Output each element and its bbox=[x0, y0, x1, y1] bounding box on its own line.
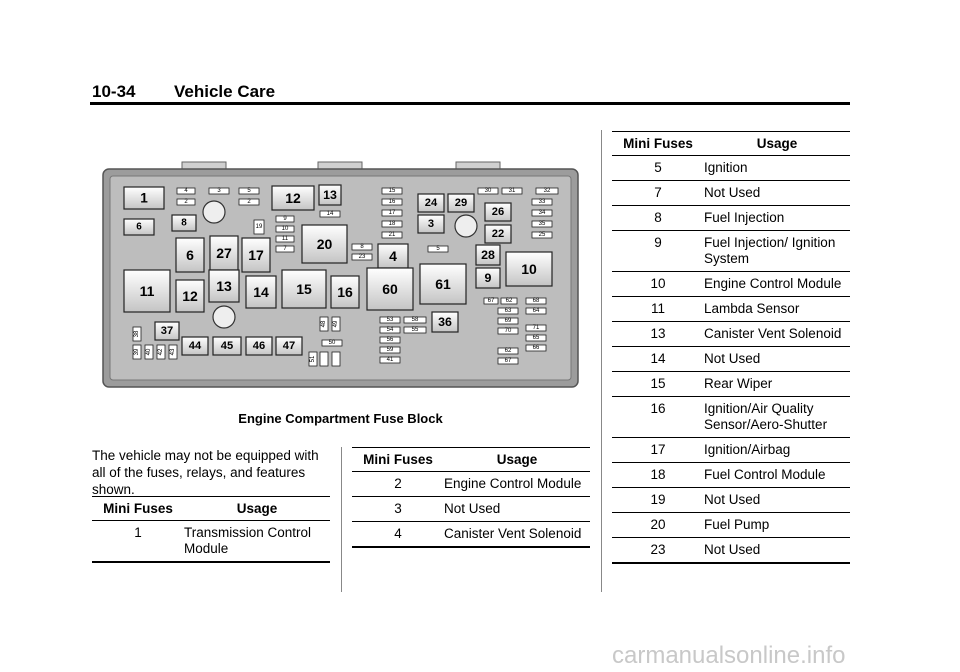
mini-fuse bbox=[532, 232, 552, 238]
page-number: 10-34 bbox=[92, 82, 136, 101]
table-row bbox=[612, 347, 850, 372]
fuse-number: 15 bbox=[650, 376, 666, 391]
fuse-number: 7 bbox=[654, 185, 662, 200]
fuse-label: 23 bbox=[358, 254, 366, 260]
fuse-label: 70 bbox=[504, 328, 512, 334]
fuse-label: 41 bbox=[386, 357, 394, 363]
mini-fuse bbox=[382, 221, 402, 227]
fuse-label: 58 bbox=[411, 317, 419, 323]
relay bbox=[319, 185, 341, 205]
fuse-label: 4 bbox=[184, 188, 188, 194]
fuse-label: 15 bbox=[296, 281, 312, 297]
fuse-label: 53 bbox=[386, 317, 394, 323]
fuse-label: 55 bbox=[411, 327, 419, 333]
fuse-label: 1 bbox=[140, 190, 148, 206]
fuse-label: 56 bbox=[386, 337, 394, 343]
mini-fuse bbox=[382, 232, 402, 238]
relay bbox=[176, 238, 204, 272]
table-row bbox=[612, 438, 850, 463]
mini-fuse bbox=[380, 317, 400, 323]
fuse-label: 67 bbox=[504, 358, 512, 364]
fuse-label: 65 bbox=[532, 335, 540, 341]
fuse-label: 7 bbox=[283, 246, 287, 252]
table-row bbox=[612, 297, 850, 322]
section-title: Vehicle Care bbox=[174, 82, 276, 101]
mounting-post bbox=[455, 215, 477, 237]
mini-fuse bbox=[320, 352, 328, 366]
fuse-label: 16 bbox=[388, 199, 396, 205]
mini-fuse bbox=[382, 199, 402, 205]
mini-fuse bbox=[352, 244, 372, 250]
fuse-number: 19 bbox=[650, 492, 666, 507]
fuse-table-2 bbox=[352, 447, 590, 548]
fuse-label: 17 bbox=[388, 210, 396, 216]
fuse-label: 71 bbox=[532, 325, 540, 331]
fuse-number: 9 bbox=[654, 235, 662, 250]
fuse-label: 11 bbox=[139, 283, 155, 299]
mini-fuse bbox=[526, 298, 546, 304]
fuse-label: 40 bbox=[146, 348, 152, 356]
fuse-label: 69 bbox=[504, 318, 512, 324]
fuse-label: 24 bbox=[424, 197, 438, 209]
table-header-usage: Usage bbox=[444, 448, 590, 472]
mini-fuse bbox=[276, 246, 294, 252]
fuse-table-3 bbox=[612, 131, 850, 564]
mounting-post bbox=[213, 306, 235, 328]
table-header-fuse: Mini Fuses bbox=[92, 497, 184, 521]
fuse-label: 3 bbox=[217, 188, 221, 194]
fuse-label: 68 bbox=[532, 298, 540, 304]
mini-fuse bbox=[526, 325, 546, 331]
fuse-label: 20 bbox=[316, 236, 333, 252]
fuse-label: 63 bbox=[504, 308, 512, 314]
fuse-label: 6 bbox=[136, 221, 142, 233]
mini-fuse bbox=[309, 352, 317, 366]
mini-fuse bbox=[501, 298, 517, 304]
fuse-number: 14 bbox=[650, 351, 666, 366]
fuse-usage: Not Used bbox=[704, 185, 761, 200]
mini-fuse bbox=[498, 328, 518, 334]
table-row bbox=[612, 272, 850, 297]
fuse-label: 19 bbox=[255, 224, 263, 230]
mini-fuse bbox=[239, 199, 259, 205]
mini-fuse bbox=[380, 337, 400, 343]
fuse-usage: Not Used bbox=[444, 501, 501, 516]
fuse-label: 2 bbox=[184, 199, 188, 205]
mini-fuse bbox=[177, 199, 195, 205]
fuse-label: 62 bbox=[505, 298, 513, 304]
fuse-label: 64 bbox=[532, 308, 540, 314]
fuse-usage: Rear Wiper bbox=[704, 376, 773, 391]
mini-fuse bbox=[380, 327, 400, 333]
mini-fuse bbox=[276, 236, 294, 242]
mini-fuse bbox=[404, 327, 426, 333]
mini-fuse bbox=[478, 188, 498, 194]
fuse-label: 8 bbox=[181, 217, 187, 229]
fuse-usage: Engine Control Module bbox=[704, 276, 842, 291]
fuse-label: 67 bbox=[487, 298, 495, 304]
relay bbox=[282, 270, 326, 308]
fuse-label: 25 bbox=[538, 232, 546, 238]
table-row bbox=[612, 372, 850, 397]
fuse-number: 16 bbox=[650, 401, 666, 416]
mini-fuse bbox=[332, 352, 340, 366]
fuse-label: 12 bbox=[182, 288, 198, 304]
mini-fuse bbox=[404, 317, 426, 323]
table-header-fuse: Mini Fuses bbox=[352, 448, 444, 472]
fuse-label: 60 bbox=[382, 281, 398, 297]
fuse-label: 14 bbox=[326, 211, 334, 217]
fuse-usage: Transmission Control Module bbox=[184, 525, 312, 556]
table-row bbox=[352, 472, 590, 497]
fuse-label: 13 bbox=[323, 188, 337, 202]
relay bbox=[418, 194, 444, 212]
fuse-label: 42 bbox=[158, 348, 164, 356]
relay bbox=[432, 312, 458, 332]
fuse-label: 5 bbox=[436, 246, 440, 252]
table-row bbox=[352, 497, 590, 522]
fuse-label: 59 bbox=[386, 347, 394, 353]
fuse-label: 39 bbox=[134, 348, 140, 356]
fuse-label: 12 bbox=[285, 190, 301, 206]
table-row bbox=[612, 488, 850, 513]
mini-fuse bbox=[209, 188, 229, 194]
mini-fuse bbox=[352, 254, 372, 260]
fuse-label: 26 bbox=[491, 206, 505, 218]
relay bbox=[246, 337, 272, 355]
relay bbox=[124, 219, 154, 235]
relay bbox=[272, 186, 314, 210]
fuse-usage: Canister Vent Solenoid bbox=[444, 526, 582, 541]
mini-fuse bbox=[322, 340, 342, 346]
fuse-label: 30 bbox=[484, 188, 492, 194]
fuse-usage: Fuel Control Module bbox=[704, 467, 826, 482]
fuse-label: 61 bbox=[435, 276, 451, 292]
relay bbox=[485, 203, 511, 221]
fuse-label: 62 bbox=[504, 348, 512, 354]
watermark: carmanualsonline.info bbox=[612, 642, 846, 669]
fuse-label: 11 bbox=[281, 236, 289, 242]
fuse-label: 15 bbox=[388, 188, 396, 194]
fuse-number: 8 bbox=[654, 210, 662, 225]
mini-fuse bbox=[382, 210, 402, 216]
mini-fuse bbox=[332, 317, 340, 331]
fuse-label: 29 bbox=[454, 197, 468, 209]
fuse-label: 37 bbox=[160, 325, 174, 337]
relay bbox=[476, 245, 500, 265]
relay bbox=[378, 244, 408, 268]
relay bbox=[367, 268, 413, 310]
mini-fuse bbox=[320, 211, 340, 217]
fuse-usage: Ignition bbox=[704, 160, 748, 175]
fuse-label: 2 bbox=[247, 199, 251, 205]
relay bbox=[182, 337, 208, 355]
mini-fuse bbox=[133, 327, 141, 341]
mini-fuse bbox=[276, 216, 294, 222]
fuse-table-1 bbox=[92, 496, 330, 563]
fuse-label: 38 bbox=[134, 330, 140, 338]
relay bbox=[476, 268, 500, 288]
fuse-label: 32 bbox=[543, 188, 551, 194]
table-row bbox=[612, 181, 850, 206]
fuse-number: 2 bbox=[394, 476, 402, 491]
fuse-label: 28 bbox=[481, 248, 495, 262]
mini-fuse bbox=[428, 246, 448, 252]
relay bbox=[172, 215, 196, 231]
mini-fuse bbox=[526, 308, 546, 314]
table-row bbox=[612, 513, 850, 538]
fuse-label: 9 bbox=[484, 271, 492, 285]
fuse-usage: Fuel Pump bbox=[704, 517, 770, 532]
relay bbox=[485, 225, 511, 243]
fuse-label: 27 bbox=[216, 245, 232, 261]
fuse-number: 11 bbox=[650, 301, 665, 316]
fuse-label: 9 bbox=[283, 216, 287, 222]
fuse-number: 4 bbox=[394, 526, 402, 541]
fuse-label: 5 bbox=[247, 188, 251, 194]
mini-fuse bbox=[498, 358, 518, 364]
fuse-number: 10 bbox=[650, 276, 666, 291]
mounting-post bbox=[203, 201, 225, 223]
fuse-label: 46 bbox=[252, 340, 266, 352]
mini-fuse bbox=[382, 188, 402, 194]
mini-fuse bbox=[133, 345, 141, 359]
mini-fuse bbox=[177, 188, 195, 194]
fuse-label: 8 bbox=[360, 244, 364, 250]
table-row bbox=[612, 463, 850, 488]
fuse-usage: Not Used bbox=[704, 492, 761, 507]
mini-fuse bbox=[157, 345, 165, 359]
table-row bbox=[612, 538, 850, 564]
relay bbox=[448, 194, 474, 212]
relay bbox=[420, 264, 466, 304]
mini-fuse bbox=[526, 335, 546, 341]
fuse-label: 51 bbox=[310, 355, 316, 363]
fuse-label: 6 bbox=[186, 247, 194, 263]
relay bbox=[246, 276, 276, 308]
relay bbox=[210, 236, 238, 270]
fuse-label: 49 bbox=[333, 320, 339, 328]
mini-fuse bbox=[498, 348, 518, 354]
fuse-label: 14 bbox=[253, 284, 269, 300]
fuse-usage: Fuel Injection/ Ignition System bbox=[704, 235, 836, 266]
table-row bbox=[612, 397, 850, 438]
fuse-label: 31 bbox=[508, 188, 516, 194]
fuse-number: 5 bbox=[654, 160, 662, 175]
intro-paragraph: The vehicle may not be equipped with all of the fuses, relays, and features shown. bbox=[92, 448, 319, 497]
relay bbox=[506, 252, 552, 286]
fuse-label: 21 bbox=[388, 232, 396, 238]
fuse-label: 54 bbox=[386, 327, 394, 333]
fuse-label: 48 bbox=[321, 320, 327, 328]
column-divider-1 bbox=[341, 447, 342, 592]
mini-fuse bbox=[532, 221, 552, 227]
mini-fuse bbox=[380, 347, 400, 353]
fuse-usage: Engine Control Module bbox=[444, 476, 582, 491]
table-header-usage: Usage bbox=[184, 497, 330, 521]
figure-caption: Engine Compartment Fuse Block bbox=[238, 411, 443, 426]
mini-fuse bbox=[502, 188, 522, 194]
table-header-fuse: Mini Fuses bbox=[612, 132, 704, 156]
fuse-usage: Ignition/Air Quality Sensor/Aero-Shutter bbox=[704, 401, 828, 432]
fuse-number: 17 bbox=[650, 442, 666, 457]
fuse-label: 22 bbox=[491, 228, 505, 240]
fuse-usage: Not Used bbox=[704, 351, 761, 366]
fuse-label: 13 bbox=[216, 278, 232, 294]
mini-fuse bbox=[320, 317, 328, 331]
fuse-label: 66 bbox=[532, 345, 540, 351]
table-header-usage: Usage bbox=[704, 132, 850, 156]
column-divider-2 bbox=[601, 130, 602, 592]
mini-fuse bbox=[498, 318, 518, 324]
mini-fuse bbox=[484, 298, 498, 304]
table-row bbox=[92, 521, 330, 563]
fuse-label: 43 bbox=[170, 348, 176, 356]
relay bbox=[213, 337, 241, 355]
mini-fuse bbox=[254, 220, 264, 234]
mini-fuse bbox=[169, 345, 177, 359]
relay bbox=[242, 238, 270, 272]
table-row bbox=[612, 231, 850, 272]
fuse-number: 1 bbox=[134, 525, 142, 540]
fuse-label: 17 bbox=[248, 247, 264, 263]
table-row bbox=[352, 522, 590, 548]
relay bbox=[124, 270, 170, 312]
fuse-usage: Not Used bbox=[704, 542, 761, 557]
fuse-label: 16 bbox=[337, 284, 353, 300]
table-row bbox=[612, 156, 850, 181]
mini-fuse bbox=[239, 188, 259, 194]
fuse-number: 3 bbox=[394, 501, 402, 516]
mini-fuse bbox=[536, 188, 558, 194]
fuse-usage: Canister Vent Solenoid bbox=[704, 326, 842, 341]
relay bbox=[176, 280, 204, 312]
fuse-label: 4 bbox=[389, 248, 397, 264]
fuse-label: 10 bbox=[521, 261, 537, 277]
mini-fuse bbox=[498, 308, 518, 314]
mini-fuse bbox=[380, 357, 400, 363]
fuse-label: 3 bbox=[427, 218, 435, 230]
fuse-number: 20 bbox=[650, 517, 666, 532]
fuse-number: 23 bbox=[650, 542, 666, 557]
relay bbox=[302, 225, 347, 263]
mini-fuse bbox=[532, 199, 552, 205]
fuse-label: 18 bbox=[388, 221, 396, 227]
relay bbox=[418, 215, 444, 233]
mini-fuse bbox=[532, 210, 552, 216]
fuse-label: 36 bbox=[438, 315, 452, 329]
fuse-label: 45 bbox=[220, 340, 234, 352]
fuse-label: 34 bbox=[538, 210, 546, 216]
relay bbox=[155, 322, 179, 340]
fuse-usage: Fuel Injection bbox=[704, 210, 785, 225]
fuse-label: 44 bbox=[188, 340, 202, 352]
fuse-label: 47 bbox=[282, 340, 296, 352]
fuse-label: 50 bbox=[328, 340, 336, 346]
table-row bbox=[612, 322, 850, 347]
relay bbox=[331, 276, 359, 308]
fuse-usage: Ignition/Airbag bbox=[704, 442, 791, 457]
relay bbox=[124, 187, 164, 209]
fuse-label: 33 bbox=[538, 199, 546, 205]
mini-fuse bbox=[145, 345, 153, 359]
table-row bbox=[612, 206, 850, 231]
relay bbox=[276, 337, 302, 355]
fuse-label: 10 bbox=[281, 226, 289, 232]
relay bbox=[209, 270, 239, 302]
mini-fuse bbox=[526, 345, 546, 351]
fuse-number: 13 bbox=[650, 326, 666, 341]
mini-fuse bbox=[276, 226, 294, 232]
fuse-label: 35 bbox=[538, 221, 546, 227]
fuse-usage: Lambda Sensor bbox=[704, 301, 800, 316]
fuse-number: 18 bbox=[650, 467, 666, 482]
